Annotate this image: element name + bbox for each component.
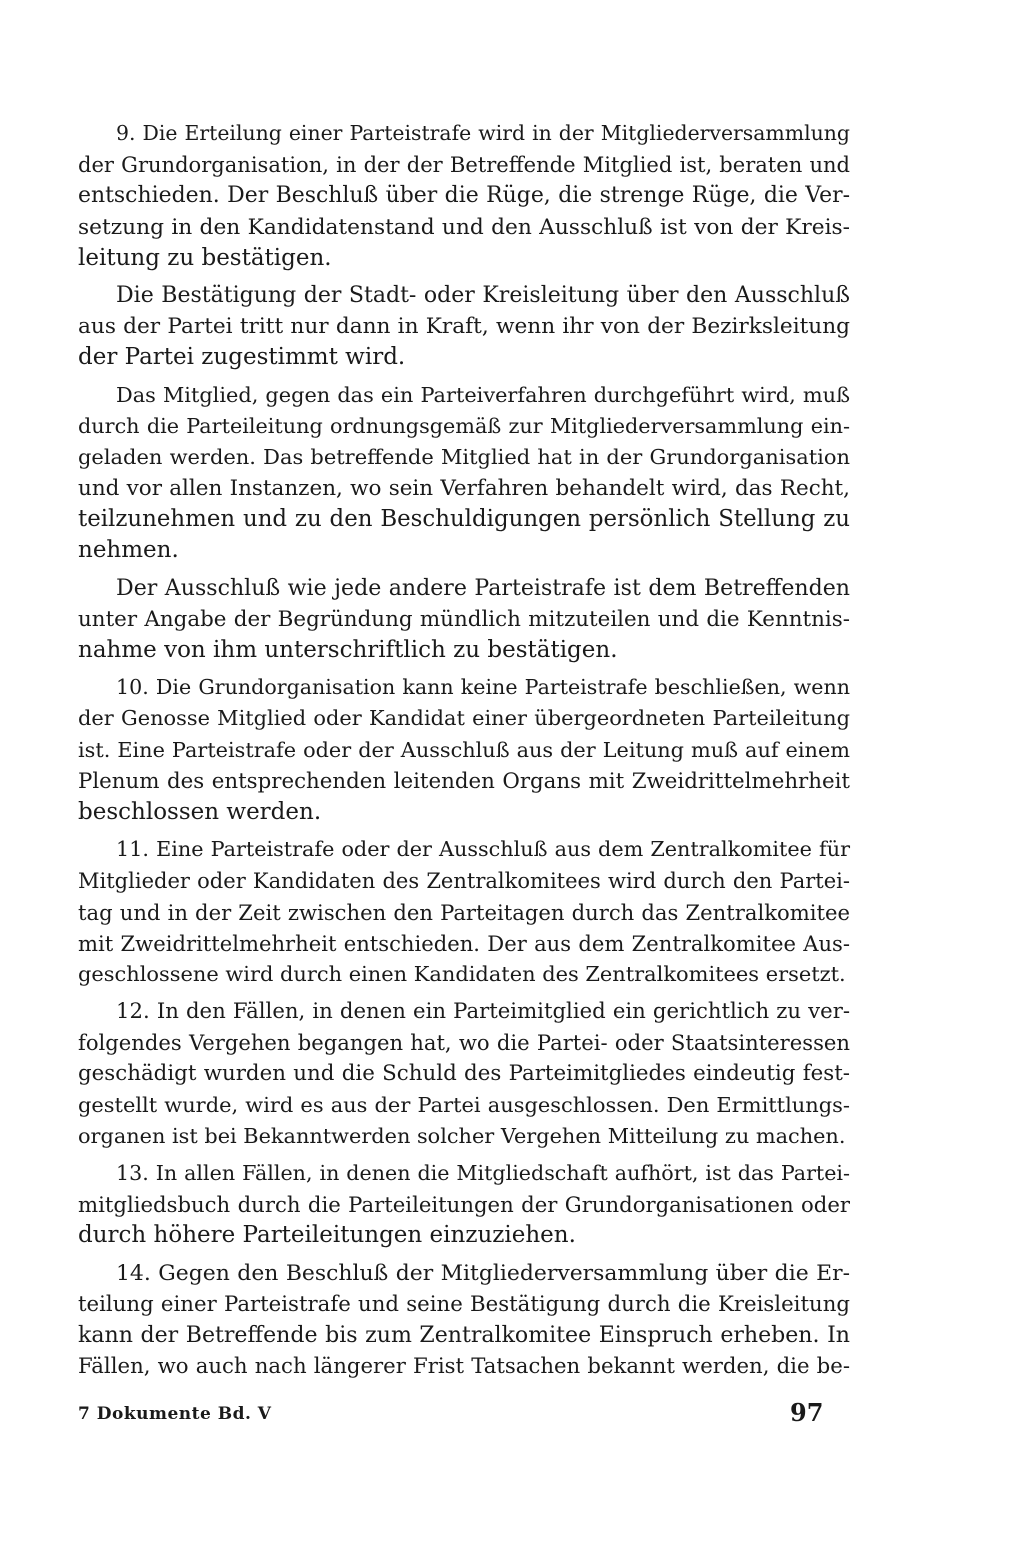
paragraph-10 xyxy=(78,672,850,828)
text-line: gestellt wurde, wird es aus der Partei ausgeschlossen. Den Ermittlungs- xyxy=(78,1092,850,1117)
text-line: durch die Parteileitung ordnungsgemäß zur Mitgliederversammlung ein- xyxy=(78,413,850,438)
page-footer xyxy=(78,1398,850,1432)
text-line: der Grundorganisation, in der der Betreffende Mitglied ist, beraten und xyxy=(78,152,850,178)
text-line: und vor allen Instanzen, wo sein Verfahren behandelt wird, das Recht, xyxy=(78,476,850,502)
text-line: folgendes Vergehen begangen hat, wo die Partei- oder Staatsinteressen xyxy=(78,1030,850,1056)
text-line: unter Angabe der Begründung mündlich mitzuteilen und die Kenntnis- xyxy=(78,606,850,632)
text-line: der Partei zugestimmt wird. xyxy=(78,344,406,371)
text-line: mit Zweidrittelmehrheit entschieden. Der aus dem Zentralkomitee Aus- xyxy=(78,930,850,956)
paragraph-9 xyxy=(78,118,850,274)
paragraph-9-notification xyxy=(78,573,850,667)
text-line: Das Mitglied, gegen das ein Parteiverfahren durchgeführt wird, muß xyxy=(116,382,850,407)
text-line: Der Ausschluß wie jede andere Parteistrafe ist dem Betreffenden xyxy=(116,575,850,601)
text-line: Plenum des entsprechenden leitenden Organs mit Zweidrittelmehrheit xyxy=(78,768,850,794)
text-line: Fällen, wo auch nach längerer Frist Tatsachen bekannt werden, die be- xyxy=(78,1354,850,1380)
paragraph-9-invitation xyxy=(78,380,850,567)
paragraph-9-confirmation xyxy=(78,280,850,374)
text-line: 9. Die Erteilung einer Parteistrafe wird in der Mitgliederversammlung xyxy=(116,121,850,145)
text-line: 12. In den Fällen, in denen ein Parteimitglied ein gerichtlich zu ver- xyxy=(116,999,850,1025)
paragraph-13 xyxy=(78,1158,850,1252)
text-line: mitgliedsbuch durch die Parteileitungen der Grundorganisationen oder xyxy=(78,1192,850,1218)
text-line: durch höhere Parteileitungen einzuziehen. xyxy=(78,1222,576,1249)
text-line: 14. Gegen den Beschluß der Mitgliederversammlung über die Er- xyxy=(116,1260,850,1286)
paragraph-14 xyxy=(78,1258,850,1383)
body-text xyxy=(78,118,850,1388)
text-line: aus der Partei tritt nur dann in Kraft, wenn ihr von der Bezirksleitung xyxy=(78,314,850,340)
text-line: kann der Betreffende bis zum Zentralkomitee Einspruch erheben. In xyxy=(78,1322,850,1348)
text-line: 11. Eine Parteistrafe oder der Ausschluß aus dem Zentralkomitee für xyxy=(116,837,850,862)
text-line: teilzunehmen und zu den Beschuldigungen persönlich Stellung zu xyxy=(78,506,850,533)
text-line: tag und in der Zeit zwischen den Parteitagen durch das Zentralkomitee xyxy=(78,899,850,925)
text-line: geschädigt wurden und die Schuld des Parteimitgliedes eindeutig fest- xyxy=(78,1061,850,1087)
text-line: der Genosse Mitglied oder Kandidat einer übergeordneten Parteileitung xyxy=(78,706,850,731)
text-line: geschlossene wird durch einen Kandidaten des Zentralkomitees ersetzt. xyxy=(78,961,846,986)
page-number: 97 xyxy=(790,1398,824,1427)
text-line: leitung zu bestätigen. xyxy=(78,244,332,271)
text-line: ist. Eine Parteistrafe oder der Ausschluß aus der Leitung muß auf einem xyxy=(78,737,850,762)
text-line: geladen werden. Das betreffende Mitglied hat in der Grundorganisation xyxy=(78,444,850,469)
text-line: nahme von ihm unterschriftlich zu bestätigen. xyxy=(78,637,618,663)
text-line: setzung in den Kandidatenstand und den Ausschluß ist von der Kreis- xyxy=(78,214,850,240)
text-line: 10. Die Grundorganisation kann keine Parteistrafe beschließen, wenn xyxy=(116,675,850,700)
text-line: organen ist bei Bekanntwerden solcher Vergehen Mitteilung zu machen. xyxy=(78,1123,846,1148)
text-line: nehmen. xyxy=(78,537,179,564)
text-line: beschlossen werden. xyxy=(78,798,322,825)
text-line: entschieden. Der Beschluß über die Rüge, die strenge Rüge, die Ver- xyxy=(78,183,850,209)
text-line: Die Bestätigung der Stadt- oder Kreisleitung über den Ausschluß xyxy=(116,282,850,308)
text-line: teilung einer Parteistrafe und seine Bestätigung durch die Kreisleitung xyxy=(78,1291,850,1317)
printer-signature: 7 Dokumente Bd. V xyxy=(78,1404,272,1424)
text-line: 13. In allen Fällen, in denen die Mitgliedschaft aufhört, ist das Partei- xyxy=(116,1161,850,1185)
paragraph-12 xyxy=(78,996,850,1152)
text-line: Mitglieder oder Kandidaten des Zentralkomitees wird durch den Partei- xyxy=(78,868,850,894)
paragraph-11 xyxy=(78,834,850,990)
